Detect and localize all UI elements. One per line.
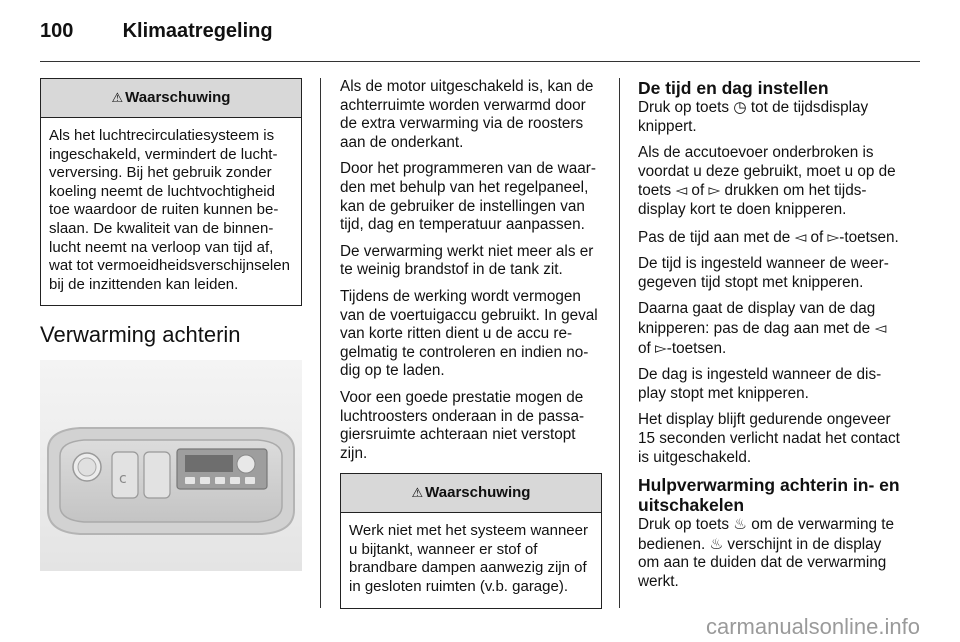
triangle-left-icon: ◅ xyxy=(874,318,887,337)
warning-text: Werk niet met het systeem wanneer u bijtankt, wanneer er stof of brandbare dampen aanwezig zijn of in gesloten ruimten (v.b. garage). xyxy=(349,522,588,596)
column-2 xyxy=(340,78,602,609)
paragraph: Als de motor uitgeschakeld is, kan de achterruimte worden verwarmd door de extra verwarming via de roosters aan de onderkant. xyxy=(340,78,594,151)
text: of xyxy=(687,182,709,200)
warning-triangle-icon: ⚠ xyxy=(411,486,424,502)
header-rule xyxy=(40,61,920,62)
triangle-right-icon: ▻ xyxy=(708,181,721,200)
triangle-right-icon: ▻ xyxy=(655,338,667,357)
text: of xyxy=(806,228,828,246)
warning-box xyxy=(340,473,602,608)
page-number: 100 xyxy=(40,20,74,42)
text: tot de tijdsdisplay knippert. xyxy=(638,99,869,135)
column-divider xyxy=(619,78,620,608)
section-heading: Verwarming achterin xyxy=(40,322,241,348)
column-1 xyxy=(40,78,302,571)
heater-icon: ♨ xyxy=(733,515,747,534)
heater-icon: ♨ xyxy=(709,534,724,553)
text: Daarna gaat de display van de dag knipperen: pas de dag aan met de xyxy=(638,300,876,337)
column-3 xyxy=(638,78,900,599)
warning-text: Als het luchtrecirculatiesysteem is ingeschakeld, vermindert de luchtverversing. Bij het gebruik zonder koeling neemt de luchtvochtigheid toe waardoor de ruiten kunnen beslaan. De kwaliteit van de binnenlucht neemt na verloop van tijd af, wat tot vermoeidheidsverschijnselen bij de inzittenden kan leiden. xyxy=(49,127,290,293)
warning-title: Waarschuwing xyxy=(125,89,231,106)
page-title: Klimaatregeling xyxy=(122,20,273,42)
text: verschijnt in de display om aan te duiden dat de verwarming werkt. xyxy=(638,535,887,590)
text: om de verwarming te bedienen. xyxy=(638,516,895,553)
text: Druk op toets xyxy=(638,516,734,534)
text: Pas de tijd aan met de xyxy=(638,228,795,246)
subsection-heading: De tijd en dag instellen xyxy=(638,78,829,98)
paragraph: Door het programmeren van de waarden met behulp van het regelpaneel, kan de gebruiker de instellingen van tijd, dag en temperatuur aanpassen. xyxy=(340,160,596,234)
warning-title: Waarschuwing xyxy=(425,484,531,502)
text: drukken om het tijdsdisplay kort te doen knipperen. xyxy=(638,182,867,218)
text: -toetsen. xyxy=(666,339,727,357)
paragraph: De dag is ingesteld wanneer de display stopt met knipperen. xyxy=(638,366,882,402)
warning-header xyxy=(341,474,601,513)
text: -toetsen. xyxy=(839,228,899,246)
heater-control-panel-image xyxy=(40,360,302,571)
text: Druk op toets xyxy=(638,99,734,116)
warning-header xyxy=(41,79,301,118)
paragraph: Tijdens de werking wordt vermogen van de voertuigaccu gebruikt. In geval van korte ritten dient u de accu regelmatig te controleren en indien nodig op te laden. xyxy=(340,287,598,380)
paragraph: Voor een goede prestatie mogen de luchtroosters onderaan in de passagiersruimte achteraan niet verstopt zijn. xyxy=(340,388,585,462)
svg-text:c: c xyxy=(119,470,127,487)
warning-triangle-icon: ⚠ xyxy=(111,91,124,106)
triangle-left-icon: ◅ xyxy=(794,227,807,246)
text: of xyxy=(638,339,656,357)
triangle-right-icon: ▻ xyxy=(827,227,840,246)
column-divider xyxy=(320,78,321,608)
paragraph: De verwarming werkt niet meer als er te weinig brandstof in de tank zit. xyxy=(340,242,594,279)
page-header xyxy=(40,20,273,43)
text: Als de accutoevoer onderbroken is voordat u deze gebruikt, moet u op de toets xyxy=(638,144,896,200)
paragraph: Het display blijft gedurende ongeveer 15 seconden verlicht nadat het contact is uitgeschakeld. xyxy=(638,411,900,466)
paragraph: De tijd is ingesteld wanneer de weergegeven tijd stopt met knipperen. xyxy=(638,255,889,291)
subsection-heading: Hulpverwarming achterin in- en uitschakelen xyxy=(638,475,900,516)
watermark: carmanualsonline.info xyxy=(705,614,920,639)
triangle-left-icon: ◅ xyxy=(675,181,688,200)
clock-icon: ◷ xyxy=(733,98,747,116)
warning-box xyxy=(40,78,302,306)
